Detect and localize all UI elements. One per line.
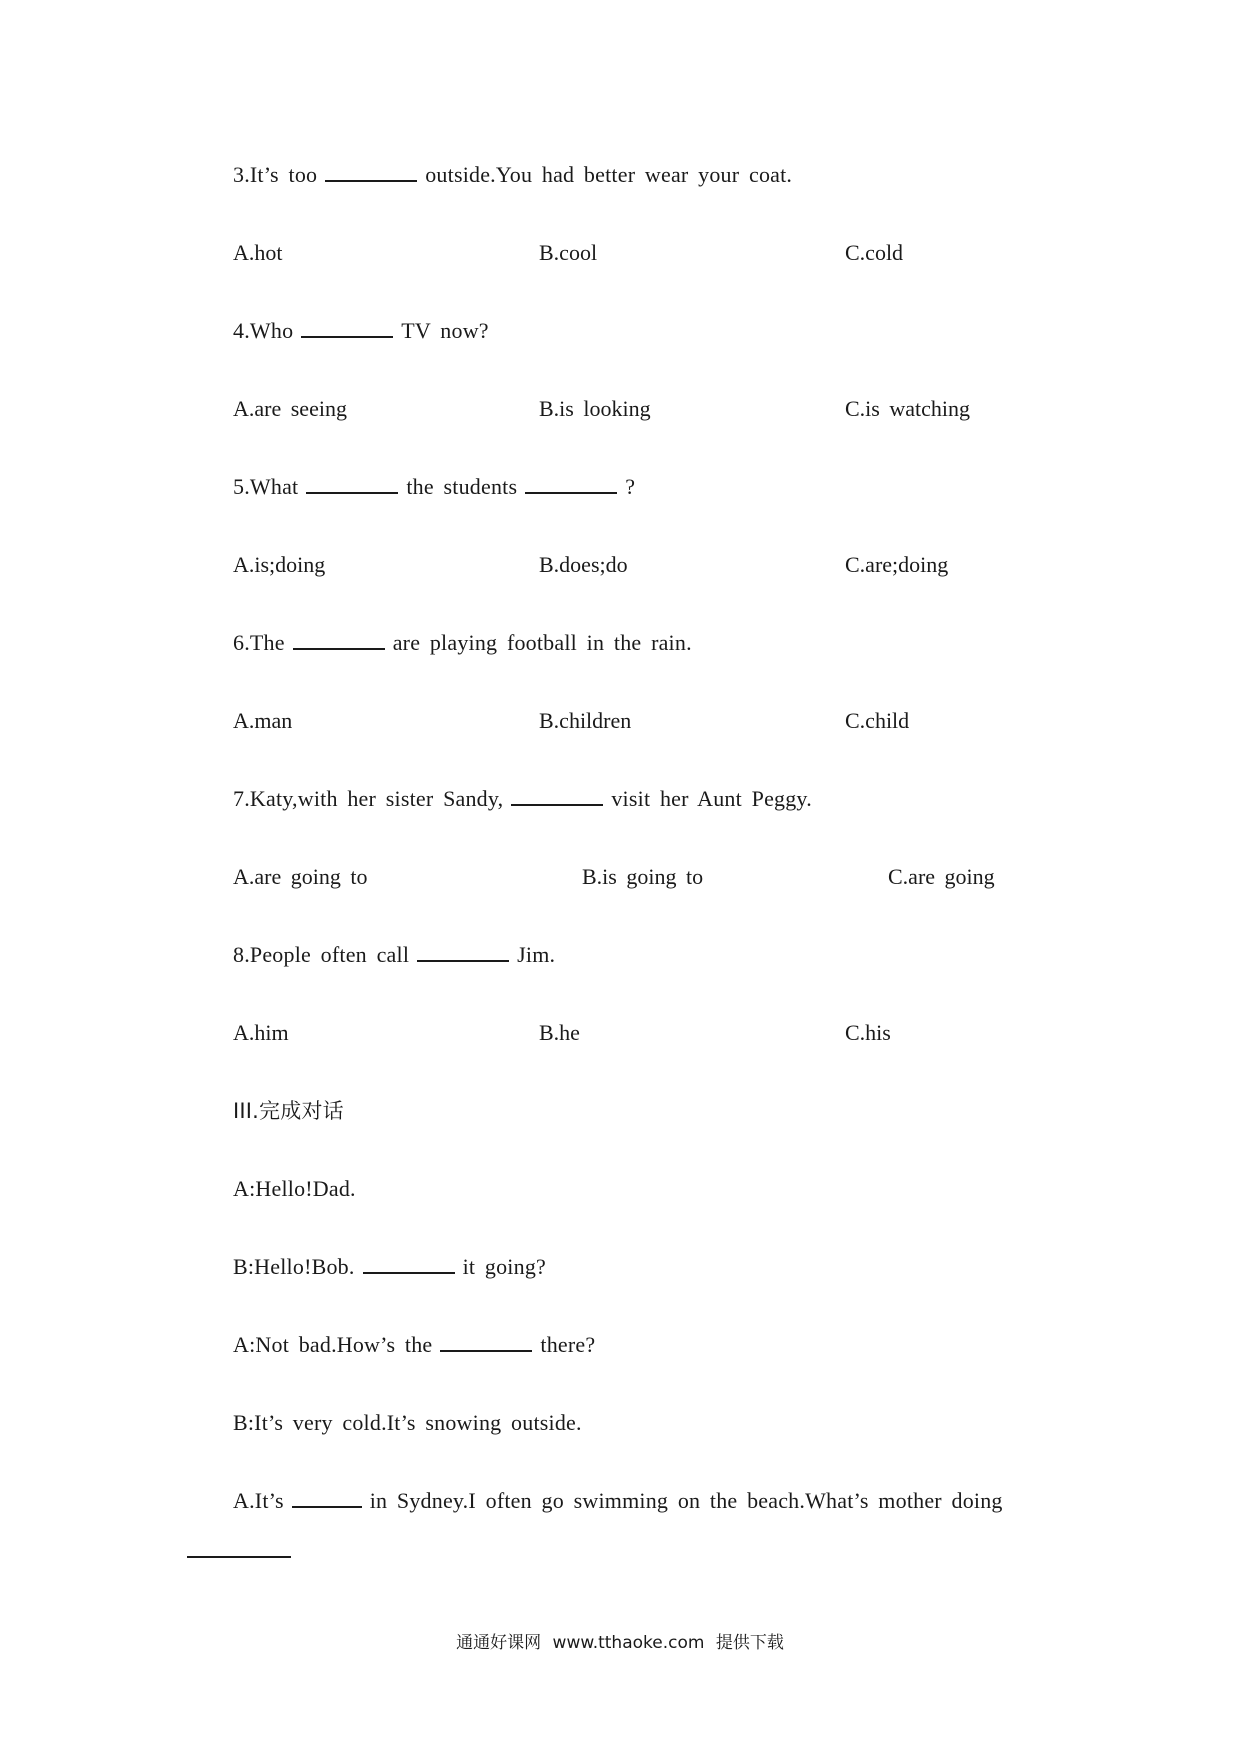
dialogue-line-2-blank	[363, 1252, 455, 1274]
question-4-blank	[301, 316, 393, 338]
dialogue-line-3-text-after: there?	[540, 1332, 596, 1357]
dialogue-line-3	[233, 1330, 595, 1360]
question-6-option-b: B.children	[539, 708, 632, 733]
question-7-stem	[233, 784, 812, 814]
question-4-text-before: 4.Who	[233, 318, 294, 343]
question-5-text-before: 5.What	[233, 474, 299, 499]
question-6-option-a: A.man	[233, 708, 293, 733]
question-4-option-c: C.is watching	[845, 396, 970, 421]
question-5-option-a: A.is;doing	[233, 552, 326, 577]
question-4-stem	[233, 316, 489, 346]
question-8-text-after: Jim.	[517, 942, 556, 967]
dialogue-line-5-trailing-blank	[187, 1556, 291, 1558]
dialogue-line-5	[233, 1486, 1003, 1516]
question-4-option-b: B.is looking	[539, 396, 651, 421]
question-5-blank-1	[306, 472, 398, 494]
dialogue-line-5-blank	[292, 1486, 362, 1508]
question-7-option-b: B.is going to	[582, 864, 704, 889]
section-3-heading: III.完成对话	[233, 1099, 344, 1123]
dialogue-line-2-text-after: it going?	[462, 1254, 546, 1279]
question-5-text-after: ?	[625, 474, 636, 499]
dialogue-line-2	[233, 1252, 546, 1282]
question-3-option-c: C.cold	[845, 240, 904, 265]
question-8-option-b: B.he	[539, 1020, 580, 1045]
question-3-text-before: 3.It’s too	[233, 162, 318, 187]
question-7-blank	[511, 784, 603, 806]
page-footer: 通通好课网 www.tthaoke.com 提供下载	[456, 1633, 784, 1653]
question-7-text-after: visit her Aunt Peggy.	[611, 786, 812, 811]
question-5-option-c: C.are;doing	[845, 552, 949, 577]
dialogue-line-1-text: A:Hello!Dad.	[233, 1176, 356, 1201]
dialogue-line-5-text-before: A.It’s	[233, 1488, 284, 1513]
question-3-blank	[325, 160, 417, 182]
question-4-option-a: A.are seeing	[233, 396, 347, 421]
question-7-option-c: C.are going	[888, 864, 995, 889]
question-6-stem	[233, 628, 692, 658]
question-3-option-b: B.cool	[539, 240, 598, 265]
question-8-blank	[417, 940, 509, 962]
question-3-stem	[233, 160, 792, 190]
question-8-stem	[233, 940, 555, 970]
question-5-blank-2	[525, 472, 617, 494]
dialogue-line-3-blank	[440, 1330, 532, 1352]
question-7-text-before: 7.Katy,with her sister Sandy,	[233, 786, 504, 811]
question-3-option-a: A.hot	[233, 240, 283, 265]
question-6-option-c: C.child	[845, 708, 910, 733]
dialogue-line-4-text: B:It’s very cold.It’s snowing outside.	[233, 1410, 582, 1435]
question-6-text-before: 6.The	[233, 630, 285, 655]
dialogue-line-4	[233, 1408, 582, 1438]
dialogue-line-1	[233, 1174, 356, 1204]
question-8-option-c: C.his	[845, 1020, 891, 1045]
dialogue-line-3-text-before: A:Not bad.How’s the	[233, 1332, 433, 1357]
dialogue-line-2-text-before: B:Hello!Bob.	[233, 1254, 355, 1279]
question-5-stem	[233, 472, 635, 502]
question-4-text-after: TV now?	[401, 318, 489, 343]
question-8-option-a: A.him	[233, 1020, 289, 1045]
question-6-blank	[293, 628, 385, 650]
question-6-text-after: are playing football in the rain.	[392, 630, 692, 655]
question-8-text-before: 8.People often call	[233, 942, 410, 967]
question-5-text-middle: the students	[406, 474, 518, 499]
dialogue-line-5-text-after: in Sydney.I often go swimming on the beach.What’s mother doing	[369, 1488, 1003, 1513]
question-3-text-after: outside.You had better wear your coat.	[425, 162, 793, 187]
question-7-option-a: A.are going to	[233, 864, 368, 889]
question-5-option-b: B.does;do	[539, 552, 628, 577]
